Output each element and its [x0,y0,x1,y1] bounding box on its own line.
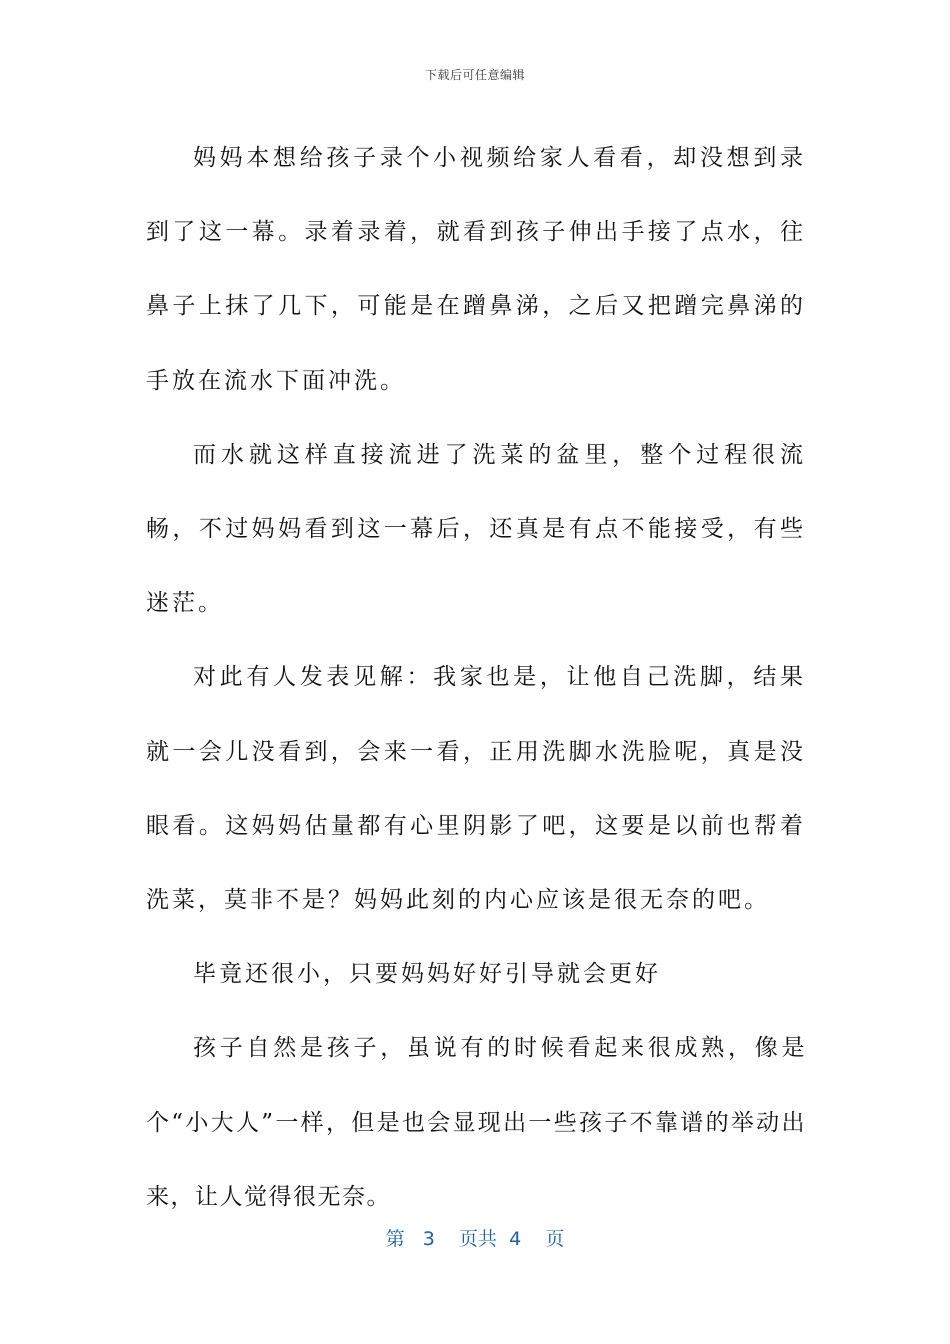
document-body [146,121,806,1234]
header-note: 下载后可任意编辑 [424,68,525,82]
current-page-number: 3 [422,1228,435,1250]
paragraph-5: 孩子自然是孩子，虽说有的时候看起来很成熟，像是个“小大人”一样，但是也会显现出一些孩子不靠谱的举动出来，让人觉得很无奈。 [146,1035,806,1210]
paragraph-2: 而水就这样直接流进了洗菜的盆里，整个过程很流畅，不过妈妈看到这一幕后，还真是有点不能接受，有些迷茫。 [146,441,806,617]
footer-middle: 页共 [459,1228,498,1250]
paragraph-4: 毕竟还很小，只要妈妈好好引导就会更好 [193,961,661,988]
paragraph-3: 对此有人发表见解：我家也是，让他自己洗脚，结果就一会儿没看到，会来一看，正用洗脚水洗脸呢，真是没眼看。这妈妈估量都有心里阴影了吧，这要是以前也帮着洗菜，莫非不是？妈妈此刻的内心应该是很无奈的吧。 [146,664,806,914]
total-pages-number: 4 [509,1228,522,1250]
page-footer [0,1224,950,1251]
footer-prefix: 第 [385,1228,405,1250]
paragraph-1: 妈妈本想给孩子录个小视频给家人看看，却没想到录到了这一幕。录着录着，就看到孩子伸出手接了点水，往鼻子上抹了几下，可能是在蹭鼻涕，之后又把蹭完鼻涕的手放在流水下面冲洗。 [146,145,806,394]
footer-suffix: 页 [545,1228,565,1250]
